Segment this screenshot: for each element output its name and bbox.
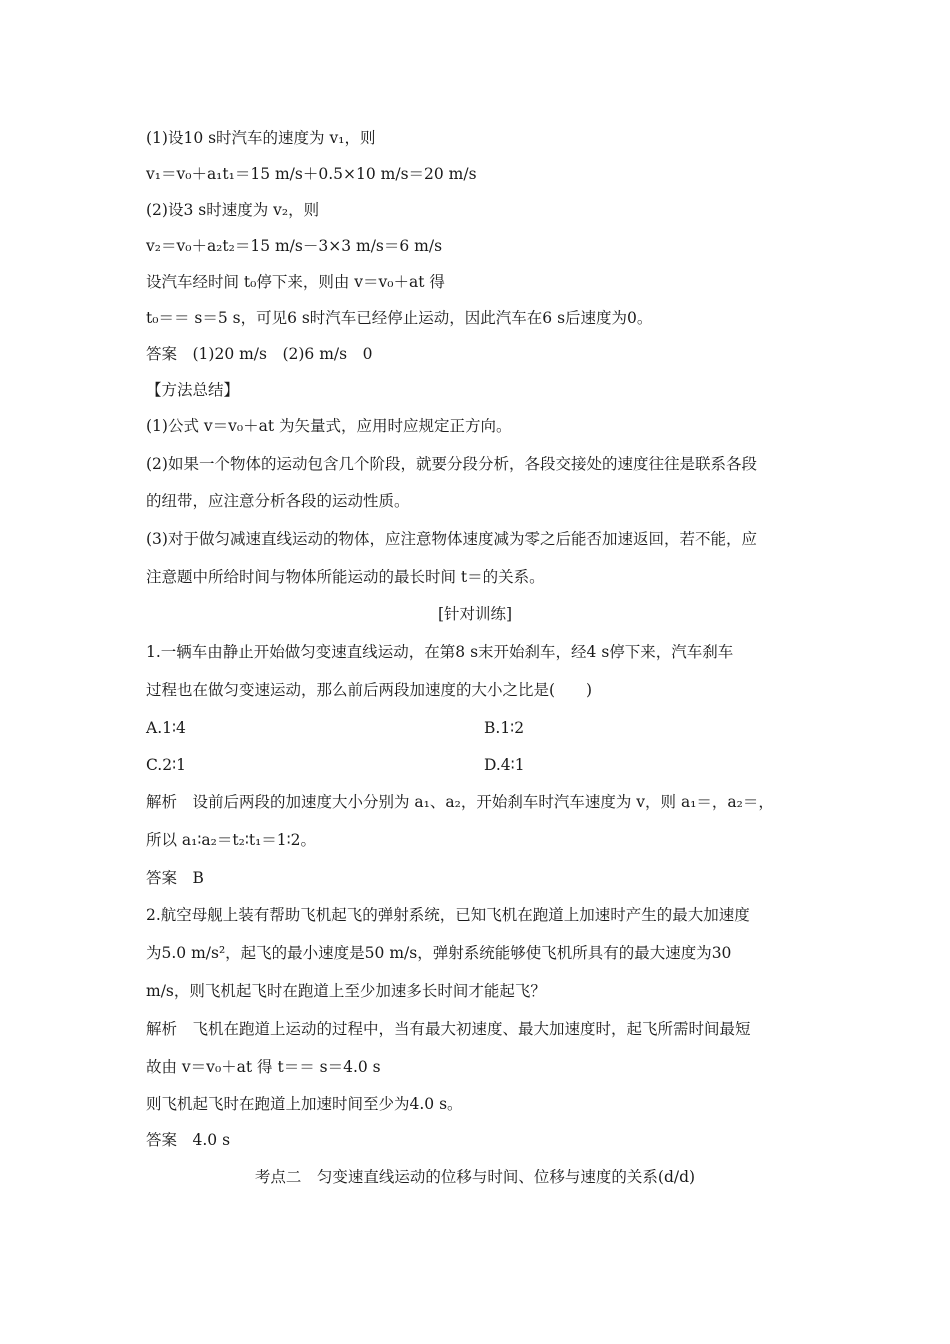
analysis-2c: 则飞机起飞时在跑道上加速时间至少为4.0 s。: [146, 1095, 463, 1113]
question-1a: 1.一辆车由静止开始做匀变速直线运动，在第8 s末开始刹车，经4 s停下来，汽车刹车: [146, 643, 734, 661]
section-heading: 考点二 匀变速直线运动的位移与时间、位移与速度的关系(d/d): [254, 1168, 696, 1186]
question-2b: 为5.0 m/s²，起飞的最小速度是50 m/s，弹射系统能够使飞机所具有的最大速度为30: [146, 944, 732, 962]
summary-point-2a: (2)如果一个物体的运动包含几个阶段，就要分段分析，各段交接处的速度往往是联系各段: [146, 455, 757, 473]
option-a: A.1∶4: [146, 719, 186, 737]
option-d: D.4∶1: [484, 756, 525, 774]
summary-point-2b: 的纽带，应注意分析各段的运动性质。: [146, 492, 410, 510]
answer-1: 答案 B: [146, 869, 204, 887]
question-2c: m/s，则飞机起飞时在跑道上至少加速多长时间才能起飞？: [146, 982, 546, 1000]
practice-heading: [针对训练]: [437, 605, 513, 623]
summary-point-1: (1)公式 v＝v₀＋at 为矢量式，应用时应规定正方向。: [146, 417, 512, 435]
summary-point-3b: 注意题中所给时间与物体所能运动的最长时间 t＝的关系。: [146, 568, 545, 586]
option-b: B.1∶2: [484, 719, 525, 737]
text-line-3: (2)设3 s时速度为 v₂，则: [146, 201, 320, 219]
method-summary-heading: 【方法总结】: [146, 381, 240, 399]
summary-point-3a: (3)对于做匀减速直线运动的物体，应注意物体速度减为零之后能否加速返回，若不能，应: [146, 530, 757, 548]
analysis-2a: 解析 飞机在跑道上运动的过程中，当有最大初速度、最大加速度时，起飞所需时间最短: [146, 1020, 751, 1038]
answer-2: 答案 4.0 s: [146, 1131, 231, 1149]
analysis-1b: 所以 a₁∶a₂＝t₂∶t₁＝1∶2。: [146, 831, 317, 849]
answer-line-1: 答案 (1)20 m/s (2)6 m/s 0: [146, 345, 373, 363]
question-1b: 过程也在做匀变速运动，那么前后两段加速度的大小之比是( ): [146, 681, 593, 699]
analysis-2b: 故由 v＝v₀＋at 得 t＝＝ s＝4.0 s: [146, 1058, 381, 1076]
question-2a: 2.航空母舰上装有帮助飞机起飞的弹射系统，已知飞机在跑道上加速时产生的最大加速度: [146, 906, 750, 924]
text-line-6: t₀＝＝ s＝5 s，可见6 s时汽车已经停止运动，因此汽车在6 s后速度为0。: [146, 309, 653, 327]
text-line-2: v₁＝v₀＋a₁t₁＝15 m/s＋0.5×10 m/s＝20 m/s: [146, 165, 477, 183]
option-c: C.2∶1: [146, 756, 186, 774]
text-line-4: v₂＝v₀＋a₂t₂＝15 m/s－3×3 m/s＝6 m/s: [146, 237, 443, 255]
text-line-5: 设汽车经时间 t₀停下来，则由 v＝v₀＋at 得: [146, 273, 445, 291]
analysis-1a: 解析 设前后两段的加速度大小分别为 a₁、a₂，开始刹车时汽车速度为 v，则 a₁＝，a₂＝，: [146, 793, 774, 811]
text-line-1: (1)设10 s时汽车的速度为 v₁，则: [146, 129, 376, 147]
